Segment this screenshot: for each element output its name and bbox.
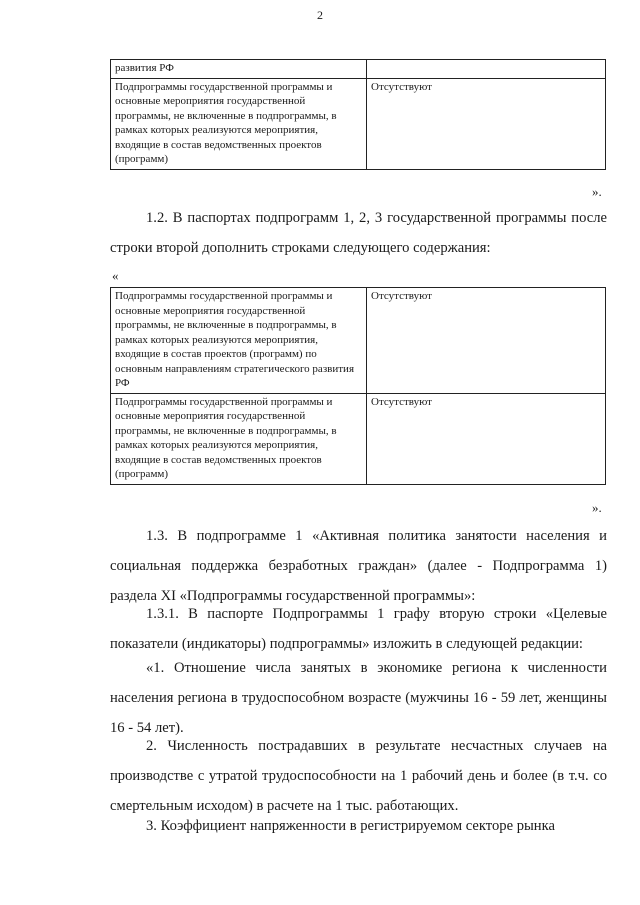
closing-quote-mark: ». bbox=[592, 500, 602, 515]
table-row bbox=[111, 78, 606, 169]
table-cell-label: Подпрограммы государственной программы и основные мероприятия государственной программы, не включенные в подпрограммы, в рамках которых реализуются мероприятия, входящие в состав ведомственных проектов (программ) bbox=[111, 393, 367, 484]
table-cell-value: Отсутствуют bbox=[367, 288, 606, 394]
table-cell-label: развития РФ bbox=[111, 60, 367, 79]
table-row bbox=[111, 288, 606, 394]
table-row bbox=[111, 393, 606, 484]
table-cell-label: Подпрограммы государственной программы и основные мероприятия государственной программы, не включенные в подпрограммы, в рамках которых реализуются мероприятия, входящие в состав проектов (программ) по основным направлениям стратегического развития РФ bbox=[111, 288, 367, 394]
page-number: 2 bbox=[317, 8, 323, 22]
table-cell-value: Отсутствуют bbox=[367, 393, 606, 484]
closing-quote-mark: ». bbox=[592, 184, 602, 199]
indicator-3: 3. Коэффициент напряженности в регистрируемом секторе рынка bbox=[146, 818, 555, 834]
paragraph-1-2: 1.2. В паспортах подпрограмм 1, 2, 3 государственной программы после строки второй дополнить строками следующего содержания: bbox=[110, 210, 607, 256]
opening-quote-mark: « bbox=[112, 268, 119, 283]
passport-table-insert bbox=[110, 287, 606, 485]
table-row bbox=[111, 60, 606, 79]
passport-table-continuation bbox=[110, 59, 606, 170]
table-cell-label: Подпрограммы государственной программы и основные мероприятия государственной программы, не включенные в подпрограммы, в рамках которых реализуются мероприятия, входящие в состав ведомственных проектов (программ) bbox=[111, 78, 367, 169]
indicator-1: «1. Отношение числа занятых в экономике региона к численности населения региона в трудоспособном возрасте (мужчины 16 - 59 лет, женщины 16 - 54 лет). bbox=[110, 660, 607, 736]
table-cell-value bbox=[367, 60, 606, 79]
indicator-2: 2. Численность пострадавших в результате несчастных случаев на производстве с утратой трудоспособности на 1 рабочий день и более (в т.ч. со смертельным исходом) в расчете на 1 тыс. работающих. bbox=[110, 738, 607, 814]
paragraph-1-3: 1.3. В подпрограмме 1 «Активная политика занятости населения и социальная поддержка безработных граждан» (далее - Подпрограмма 1) раздела XI «Подпрограммы государственной программы»: bbox=[110, 528, 607, 604]
table-cell-value: Отсутствуют bbox=[367, 78, 606, 169]
paragraph-1-3-1: 1.3.1. В паспорте Подпрограммы 1 графу вторую строки «Целевые показатели (индикаторы) подпрограммы» изложить в следующей редакции: bbox=[110, 606, 607, 652]
